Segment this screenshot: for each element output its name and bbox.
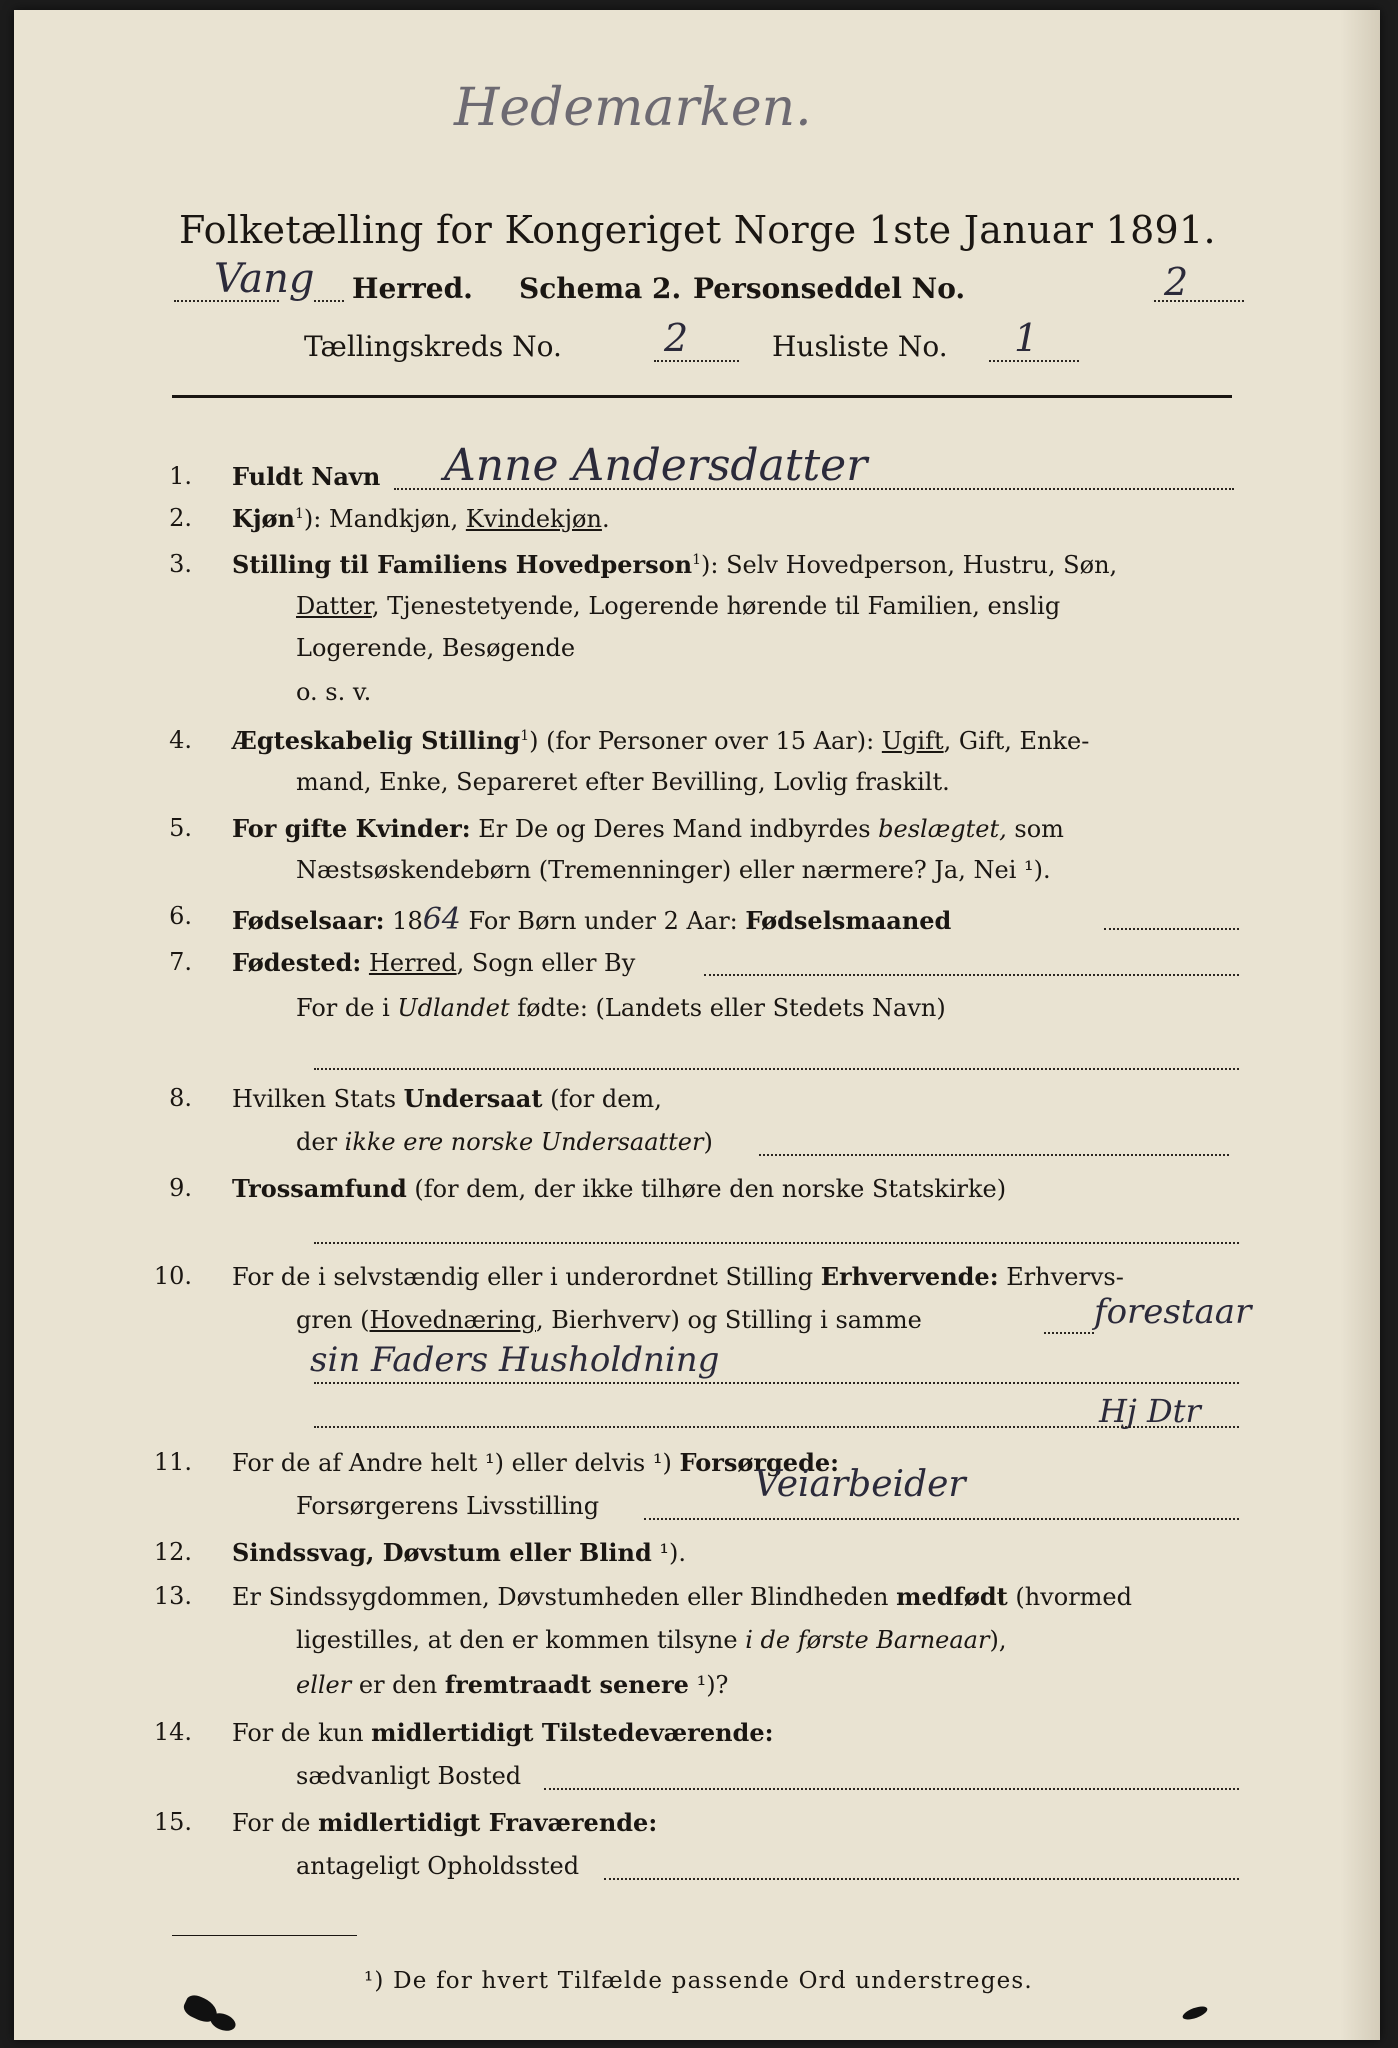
congenital-line3 bbox=[296, 1670, 728, 1699]
birthplace-abroad-text: For de i bbox=[296, 994, 398, 1022]
family-position-line2 bbox=[296, 592, 1060, 620]
family-position-options: , Tjenestetyende, Logerende hørende til Familien, enslig bbox=[371, 592, 1061, 620]
footnote: ¹) De for hvert Tilfælde passende Ord understreges. bbox=[364, 1968, 1033, 1994]
married-women-line2: Næstsøskendebørn (Tremenninger) eller nærmere? Ja, Nei ¹). bbox=[296, 856, 1051, 884]
gender-options: ): Mandkjøn, bbox=[303, 505, 466, 533]
dotted-line bbox=[654, 360, 739, 362]
personseddel-value: 2 bbox=[1164, 260, 1189, 304]
dotted-line bbox=[314, 1068, 1239, 1070]
temporary-present-label: midlertidigt Tilstedeværende: bbox=[371, 1718, 774, 1747]
census-form-page bbox=[14, 10, 1380, 2040]
occupation-text: , Bierhverv) og Stilling i samme bbox=[536, 1306, 922, 1334]
married-women-text: som bbox=[1006, 815, 1064, 843]
dotted-line bbox=[544, 1788, 1239, 1790]
occupation-text: For de i selvstændig eller i underordnet Stilling bbox=[232, 1263, 821, 1291]
dotted-line bbox=[314, 1242, 1239, 1244]
married-women-italic: beslægtet, bbox=[878, 815, 1007, 843]
item-number: 4. bbox=[169, 726, 192, 754]
birthplace-options: , Sogn eller By bbox=[456, 949, 636, 977]
temporary-present-text: For de kun bbox=[232, 1719, 372, 1747]
religion-label: Trossamfund bbox=[232, 1174, 407, 1203]
footnote-mark: 1 bbox=[692, 552, 702, 568]
kreds-value: 2 bbox=[664, 316, 689, 360]
birth-year-value: 64 bbox=[422, 902, 461, 937]
footnote-mark: 1 bbox=[520, 728, 530, 744]
occupation-label: Erhvervende: bbox=[820, 1262, 999, 1291]
marital-status-line1 bbox=[232, 726, 1089, 755]
full-name-value: Anne Andersdatter bbox=[444, 440, 868, 491]
birth-year-line bbox=[232, 902, 951, 937]
item-number: 1. bbox=[169, 462, 192, 490]
congenital-line1 bbox=[232, 1582, 1132, 1611]
congenital-text: ¹)? bbox=[688, 1671, 729, 1699]
occupation-value-3: Hj Dtr bbox=[1099, 1392, 1201, 1430]
item-number: 10. bbox=[153, 1262, 192, 1290]
item-number: 13. bbox=[153, 1582, 192, 1610]
birthplace-label: Fødested: bbox=[232, 948, 362, 977]
marital-status-line2: mand, Enke, Separeret efter Bevilling, Lovlig fraskilt. bbox=[296, 768, 950, 796]
family-position-line3: Logerende, Besøgende bbox=[296, 634, 576, 662]
item-number: 11. bbox=[153, 1448, 192, 1476]
header-rule bbox=[172, 395, 1232, 398]
ink-blot bbox=[1181, 2004, 1209, 2022]
family-position-label: Stilling til Familiens Hovedperson bbox=[232, 550, 693, 579]
dotted-line bbox=[644, 1518, 1239, 1520]
schema-label: Schema 2. bbox=[519, 272, 682, 305]
birthplace-abroad-italic: Udlandet bbox=[397, 994, 510, 1022]
item-number: 8. bbox=[169, 1084, 192, 1112]
kreds-label: Tællingskreds No. bbox=[304, 330, 562, 363]
birthplace-line1 bbox=[232, 948, 635, 977]
birth-year-label: Fødselsaar: bbox=[232, 906, 385, 935]
temporary-absent-line1 bbox=[232, 1808, 657, 1837]
dotted-line bbox=[759, 1154, 1229, 1156]
dotted-line bbox=[1154, 300, 1244, 302]
disability-line bbox=[232, 1538, 686, 1567]
dotted-line bbox=[314, 1382, 1239, 1384]
birthplace-abroad-text: fødte: (Landets eller Stedets Navn) bbox=[509, 994, 946, 1022]
family-position-line4: o. s. v. bbox=[296, 678, 372, 706]
citizenship-text: der bbox=[296, 1128, 345, 1156]
citizenship-italic: ikke ere norske Undersaatter bbox=[344, 1128, 704, 1156]
supported-line1 bbox=[232, 1448, 839, 1477]
occupation-text: gren ( bbox=[296, 1306, 370, 1334]
family-position-line1 bbox=[232, 550, 1117, 579]
birth-month-text: For Børn under 2 Aar: bbox=[460, 907, 746, 935]
dotted-line bbox=[1104, 928, 1239, 930]
dotted-line bbox=[314, 1426, 1239, 1428]
temporary-present-line1 bbox=[232, 1718, 773, 1747]
congenital-text: ), bbox=[989, 1626, 1007, 1654]
dotted-line bbox=[394, 488, 1234, 490]
punctuation: . bbox=[601, 505, 610, 533]
congenital-line2 bbox=[296, 1626, 1006, 1654]
birth-month-label: Fødselsmaaned bbox=[745, 906, 952, 935]
supporter-occupation-value: Veiarbeider bbox=[754, 1464, 966, 1505]
dotted-line bbox=[704, 974, 1239, 976]
marital-status-text: ) (for Personer over 15 Aar): bbox=[529, 727, 882, 755]
congenital-italic: eller bbox=[296, 1671, 352, 1699]
birth-year-prefix: 18 bbox=[392, 907, 423, 935]
marital-status-label: Ægteskabelig Stilling bbox=[232, 726, 521, 755]
temporary-absent-text: For de bbox=[232, 1809, 319, 1837]
item-number: 5. bbox=[169, 814, 192, 842]
item-number: 3. bbox=[169, 550, 192, 578]
congenital-text: (hvormed bbox=[1007, 1583, 1132, 1611]
dotted-line bbox=[314, 300, 344, 302]
husliste-label: Husliste No. bbox=[772, 330, 948, 363]
form-title: Folketælling for Kongeriget Norge 1ste Januar 1891. bbox=[179, 208, 1216, 252]
occupation-line1 bbox=[232, 1262, 1124, 1291]
gender-label: Kjøn bbox=[232, 504, 295, 533]
congenital-bold: fremtraadt senere bbox=[444, 1670, 689, 1699]
citizenship-label: Undersaat bbox=[403, 1084, 543, 1113]
birthplace-line2 bbox=[296, 994, 946, 1022]
family-position-selected: Datter bbox=[296, 592, 372, 620]
item-number: 2. bbox=[169, 504, 192, 532]
congenital-text: ligestilles, at den er kommen tilsyne bbox=[296, 1626, 746, 1654]
footnote-mark: 1 bbox=[295, 506, 304, 522]
footnote-mark: ¹). bbox=[651, 1539, 687, 1567]
congenital-italic: i de første Barneaar bbox=[745, 1626, 990, 1654]
marital-status-options: , Gift, Enke- bbox=[943, 727, 1090, 755]
congenital-text: Er Sindssygdommen, Døvstumheden eller Blindheden bbox=[232, 1583, 897, 1611]
item-number: 7. bbox=[169, 948, 192, 976]
dotted-line bbox=[604, 1878, 1239, 1880]
handwritten-region-header: Hedemarken. bbox=[454, 78, 812, 138]
congenital-text: er den bbox=[351, 1671, 445, 1699]
gender-selected: Kvindekjøn bbox=[465, 505, 602, 533]
married-women-label: For gifte Kvinder: bbox=[232, 814, 471, 843]
supporter-occupation-label: Forsørgerens Livsstilling bbox=[296, 1492, 600, 1520]
full-name-label: Fuldt Navn bbox=[232, 462, 381, 491]
item-number: 6. bbox=[169, 902, 192, 930]
footnote-rule bbox=[172, 1935, 357, 1936]
citizenship-text: (for dem, bbox=[542, 1085, 662, 1113]
usual-residence-label: sædvanligt Bosted bbox=[296, 1762, 522, 1790]
item-number: 12. bbox=[153, 1538, 192, 1566]
husliste-value: 1 bbox=[1014, 316, 1039, 360]
occupation-selected: Hovednæring bbox=[369, 1306, 536, 1334]
occupation-value-1: forestaar bbox=[1094, 1292, 1252, 1332]
family-position-options: ): Selv Hovedperson, Hustru, Søn, bbox=[701, 551, 1118, 579]
herred-label: Herred. bbox=[352, 272, 473, 305]
religion-line bbox=[232, 1174, 1006, 1203]
supported-text: For de af Andre helt ¹) eller delvis ¹) bbox=[232, 1449, 680, 1477]
citizenship-line2 bbox=[296, 1128, 713, 1156]
dotted-line bbox=[989, 360, 1079, 362]
occupation-line2 bbox=[296, 1306, 922, 1334]
gender-question bbox=[232, 504, 610, 533]
herred-value: Vang bbox=[214, 256, 315, 302]
marital-status-selected: Ugift bbox=[881, 727, 944, 755]
citizenship-line1 bbox=[232, 1084, 662, 1113]
occupation-text: Erhvervs- bbox=[998, 1263, 1124, 1291]
religion-text: (for dem, der ikke tilhøre den norske Statskirke) bbox=[406, 1175, 1007, 1203]
item-number: 15. bbox=[153, 1808, 192, 1836]
personseddel-label: Personseddel No. bbox=[693, 272, 966, 305]
occupation-value-2: sin Faders Husholdning bbox=[310, 1340, 720, 1380]
married-women-line1 bbox=[232, 814, 1064, 843]
ink-blot bbox=[208, 2010, 238, 2034]
item-number: 9. bbox=[169, 1174, 192, 1202]
disability-label: Sindssvag, Døvstum eller Blind bbox=[232, 1538, 652, 1567]
probable-residence-label: antageligt Opholdssted bbox=[296, 1852, 580, 1880]
citizenship-text: Hvilken Stats bbox=[232, 1085, 404, 1113]
dotted-line bbox=[1044, 1332, 1094, 1334]
congenital-label: medfødt bbox=[896, 1582, 1008, 1611]
married-women-text: Er De og Deres Mand indbyrdes bbox=[470, 815, 879, 843]
temporary-absent-label: midlertidigt Fraværende: bbox=[318, 1808, 658, 1837]
supported-label: Forsørgede: bbox=[679, 1448, 839, 1477]
birthplace-selected: Herred bbox=[368, 949, 457, 977]
item-number: 14. bbox=[153, 1718, 192, 1746]
citizenship-text: ) bbox=[703, 1128, 713, 1156]
